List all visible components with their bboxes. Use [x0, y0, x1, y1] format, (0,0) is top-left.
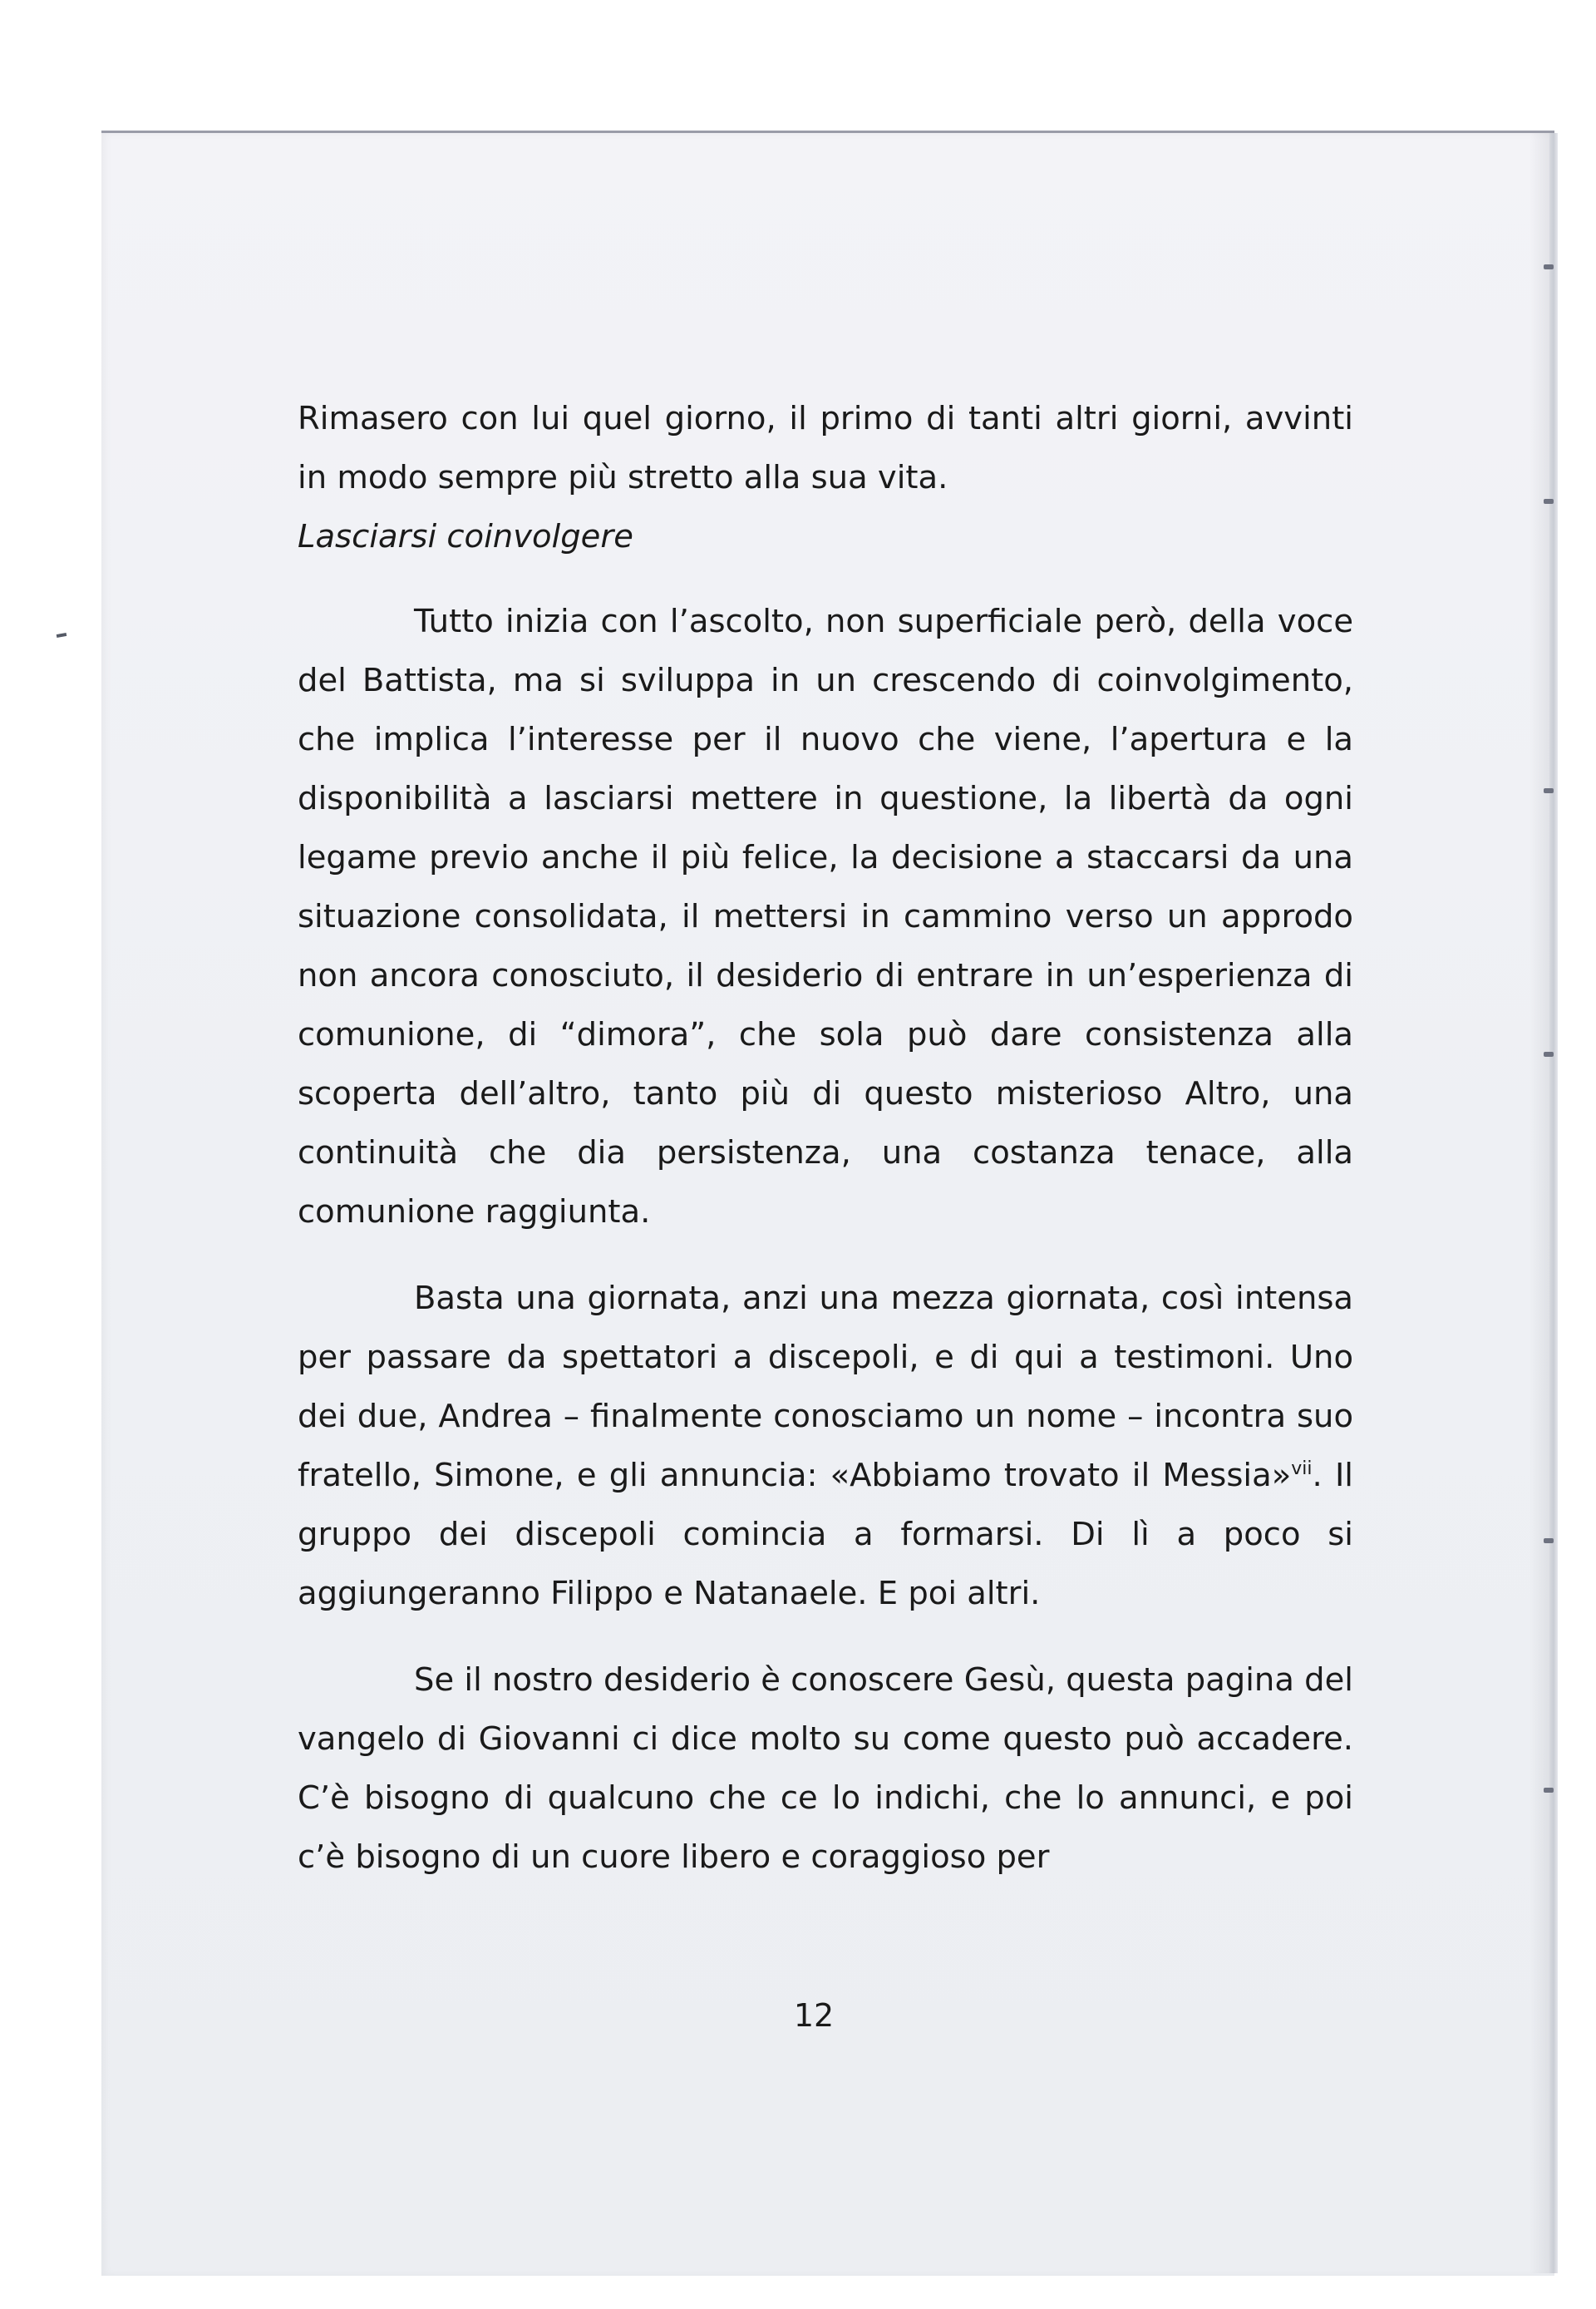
binding-stitch — [1544, 788, 1554, 793]
body-paragraph-3: Se il nostro desiderio è conoscere Gesù, questa pagina del vangelo di Giovanni ci dice molto su come questo può accadere. C’è bisogno di qualcuno che ce lo indichi, che lo annunci, e poi c’è bisogno di un cuore libero e coraggioso per — [298, 1661, 1353, 1876]
opening-paragraph: Rimasero con lui quel giorno, il primo di tanti altri giorni, avvinti in modo sempre più stretto alla sua vita. — [298, 400, 1353, 496]
paragraph-2-text-b: . Il gruppo dei discepoli comincia a formarsi. Di lì a poco si aggiungeranno Filippo e Natanaele. E poi altri. — [298, 1457, 1354, 1612]
body-paragraph-1: Tutto inizia con l’ascolto, non superficiale però, della voce del Battista, ma si sviluppa in un crescendo di coinvolgimento, che implica l’interesse per il nuovo che viene, l’apertura e la disponibilità a lasciarsi mettere in questione, la libertà da ogni legame previo anche il più felice, la decisione a staccarsi da una situazione consolidata, il mettersi in cammino verso un approdo non ancora conosciuto, il desiderio di entrare in un’esperienza di comunione, di “dimora”, che sola può dare consistenza alla scoperta dell’altro, tanto più di questo misterioso Altro, una continuità che dia persistenza, una costanza tenace, alla comunione raggiunta. — [298, 603, 1353, 1231]
binding-stitch — [1544, 1052, 1554, 1057]
binding-stitch — [1544, 499, 1554, 504]
binding-stitch — [1544, 1538, 1554, 1543]
page-edge — [1549, 133, 1558, 2273]
binding-shadow — [1530, 133, 1551, 2273]
endnote-marker: vii — [1291, 1458, 1313, 1480]
binding-stitch — [1544, 264, 1554, 269]
paragraph-2-text-a: Basta una giornata, anzi una mezza giornata, così intensa per passare da spettatori a discepoli, e di qui a testimoni. Uno dei due, Andrea – finalmente conosciamo un nome – incontra suo fratello, Simone, e gli annuncia: «Abbiamo trovato il Messia» — [298, 1280, 1353, 1494]
section-heading: Lasciarsi coinvolgere — [298, 518, 633, 555]
binding-stitch — [1544, 1788, 1554, 1793]
page-text — [298, 389, 1353, 1887]
body-paragraph-2 — [298, 1269, 1353, 1623]
page-number: 12 — [793, 1997, 835, 2034]
